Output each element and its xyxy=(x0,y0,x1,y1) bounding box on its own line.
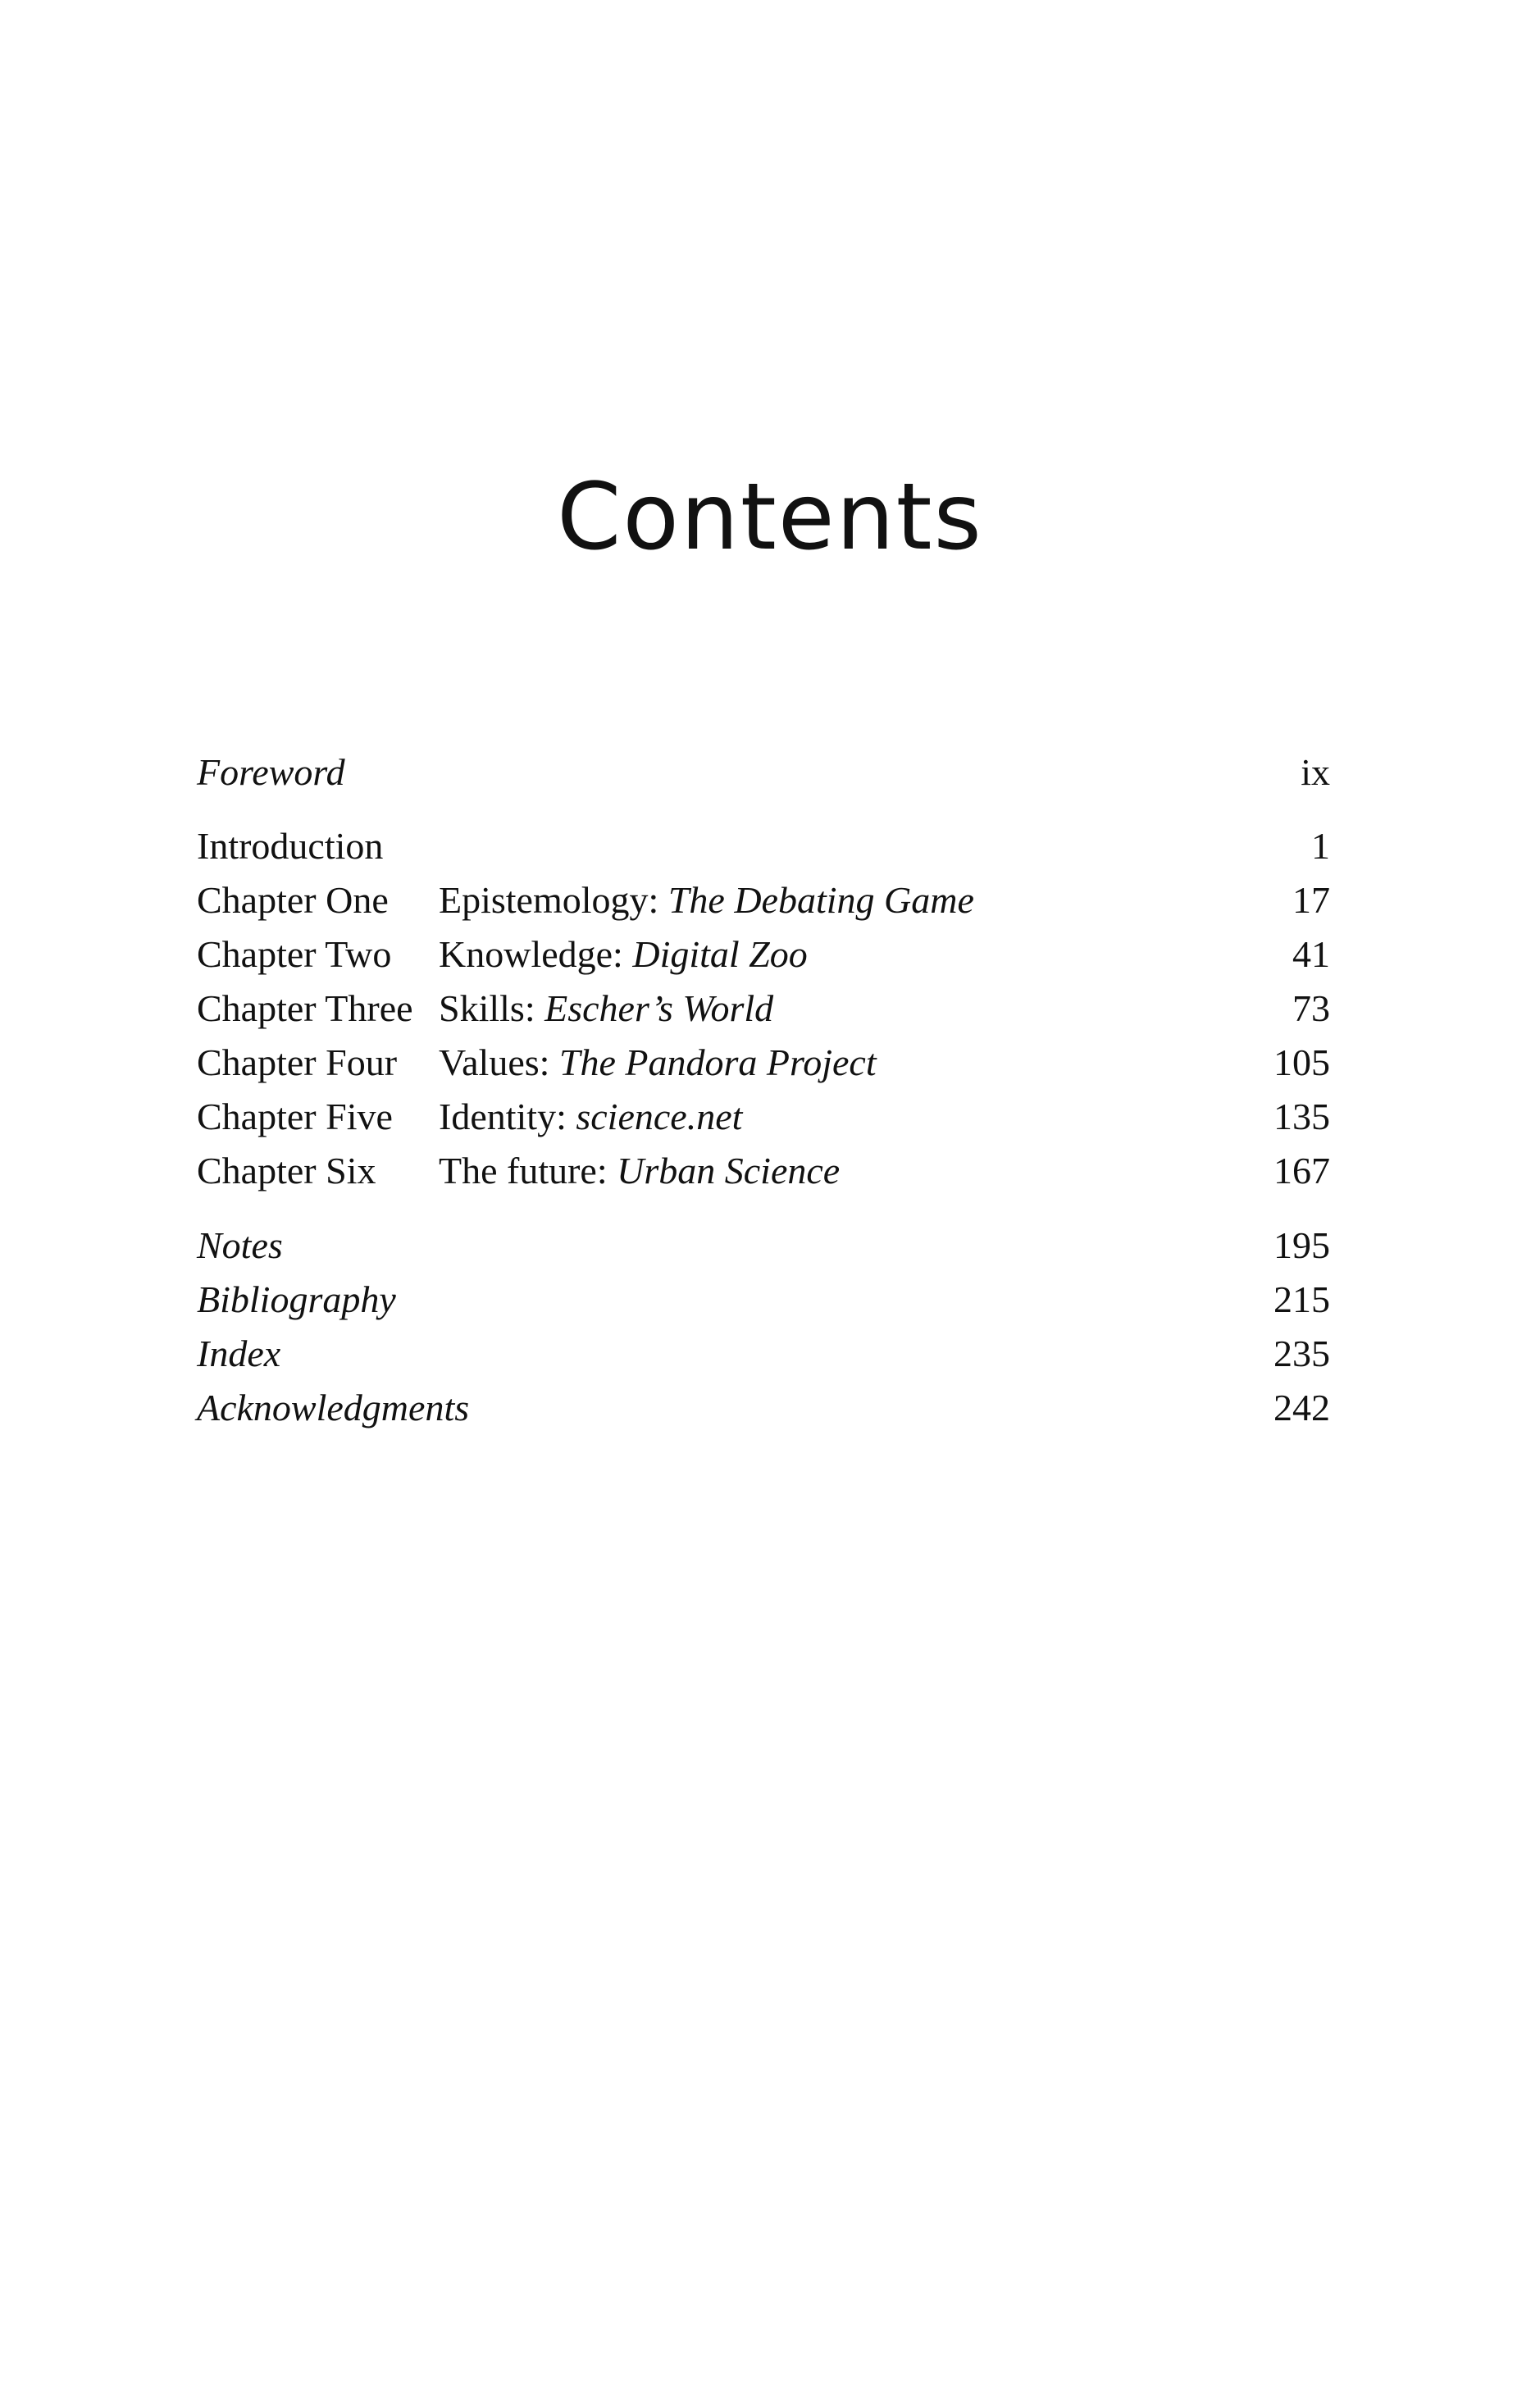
toc-entry-label: Index xyxy=(197,1333,281,1374)
toc-entry-label: Chapter One xyxy=(197,879,389,921)
toc-entry-label: Acknowledgments xyxy=(197,1387,470,1428)
toc-entry-work: science.net xyxy=(576,1096,743,1137)
toc-entry-label: Chapter Five xyxy=(197,1096,393,1137)
toc-entry-label: Chapter Six xyxy=(197,1150,376,1191)
toc-entry-subject: Skills: xyxy=(439,987,535,1029)
toc-entry-introduction[interactable] xyxy=(197,822,1330,871)
toc-entry-index[interactable] xyxy=(197,1329,1330,1378)
toc-entry-acknowledgments[interactable] xyxy=(197,1383,1330,1433)
toc-entry-bibliography[interactable] xyxy=(197,1275,1330,1324)
toc-entry-chapter-five[interactable] xyxy=(197,1092,1330,1141)
toc-entry-chapter-six[interactable] xyxy=(197,1146,1330,1196)
toc-entry-work: Escher’s World xyxy=(544,987,774,1029)
toc-entry-label: Notes xyxy=(197,1224,283,1266)
toc-entry-subject: Identity: xyxy=(439,1096,567,1137)
toc-entry-work: The Debating Game xyxy=(667,879,974,921)
toc-page-number: 105 xyxy=(1273,1041,1330,1083)
toc-page-number: 41 xyxy=(1292,933,1330,975)
toc-entry-description xyxy=(439,984,773,1033)
toc-entry-subject: Epistemology: xyxy=(439,879,659,921)
toc-page-number: 1 xyxy=(1311,825,1330,867)
toc-entry-chapter-four[interactable] xyxy=(197,1038,1330,1087)
toc-entry-work: The Pandora Project xyxy=(558,1041,877,1083)
toc-page-number: 135 xyxy=(1273,1096,1330,1137)
toc-page-number: 73 xyxy=(1292,987,1330,1029)
toc-entry-description xyxy=(439,1146,840,1196)
toc-entry-description xyxy=(439,1092,742,1141)
toc-page-number: 195 xyxy=(1273,1224,1330,1266)
toc-entry-chapter-two[interactable] xyxy=(197,930,1330,979)
toc-entry-label: Introduction xyxy=(197,825,384,867)
toc-entry-description xyxy=(439,876,974,925)
toc-entry-foreword[interactable] xyxy=(197,748,1330,797)
toc-page-number: 17 xyxy=(1292,879,1330,921)
toc-page-number: 235 xyxy=(1273,1333,1330,1374)
toc-entry-label: Foreword xyxy=(197,751,345,793)
toc-entry-subject: Values: xyxy=(439,1041,550,1083)
toc-entry-label: Chapter Four xyxy=(197,1041,398,1083)
toc-page-number: ix xyxy=(1301,751,1330,793)
toc-entry-subject: The future: xyxy=(439,1150,608,1191)
toc-entry-chapter-three[interactable] xyxy=(197,984,1330,1033)
toc-entry-notes[interactable] xyxy=(197,1221,1330,1270)
toc-entry-work: Urban Science xyxy=(617,1150,841,1191)
toc-entry-chapter-one[interactable] xyxy=(197,876,1330,925)
toc-entry-label: Chapter Two xyxy=(197,933,392,975)
toc-entry-description xyxy=(439,1038,877,1087)
toc-entry-description xyxy=(439,930,808,979)
toc-entry-label: Chapter Three xyxy=(197,987,413,1029)
toc-entry-subject: Knowledge: xyxy=(439,933,623,975)
toc-page-number: 242 xyxy=(1273,1387,1330,1428)
page-title: Contents xyxy=(557,464,983,571)
toc-entry-label: Bibliography xyxy=(197,1278,396,1320)
toc-page-number: 167 xyxy=(1273,1150,1330,1191)
toc-entry-work: Digital Zoo xyxy=(632,933,808,975)
toc-page-number: 215 xyxy=(1273,1278,1330,1320)
